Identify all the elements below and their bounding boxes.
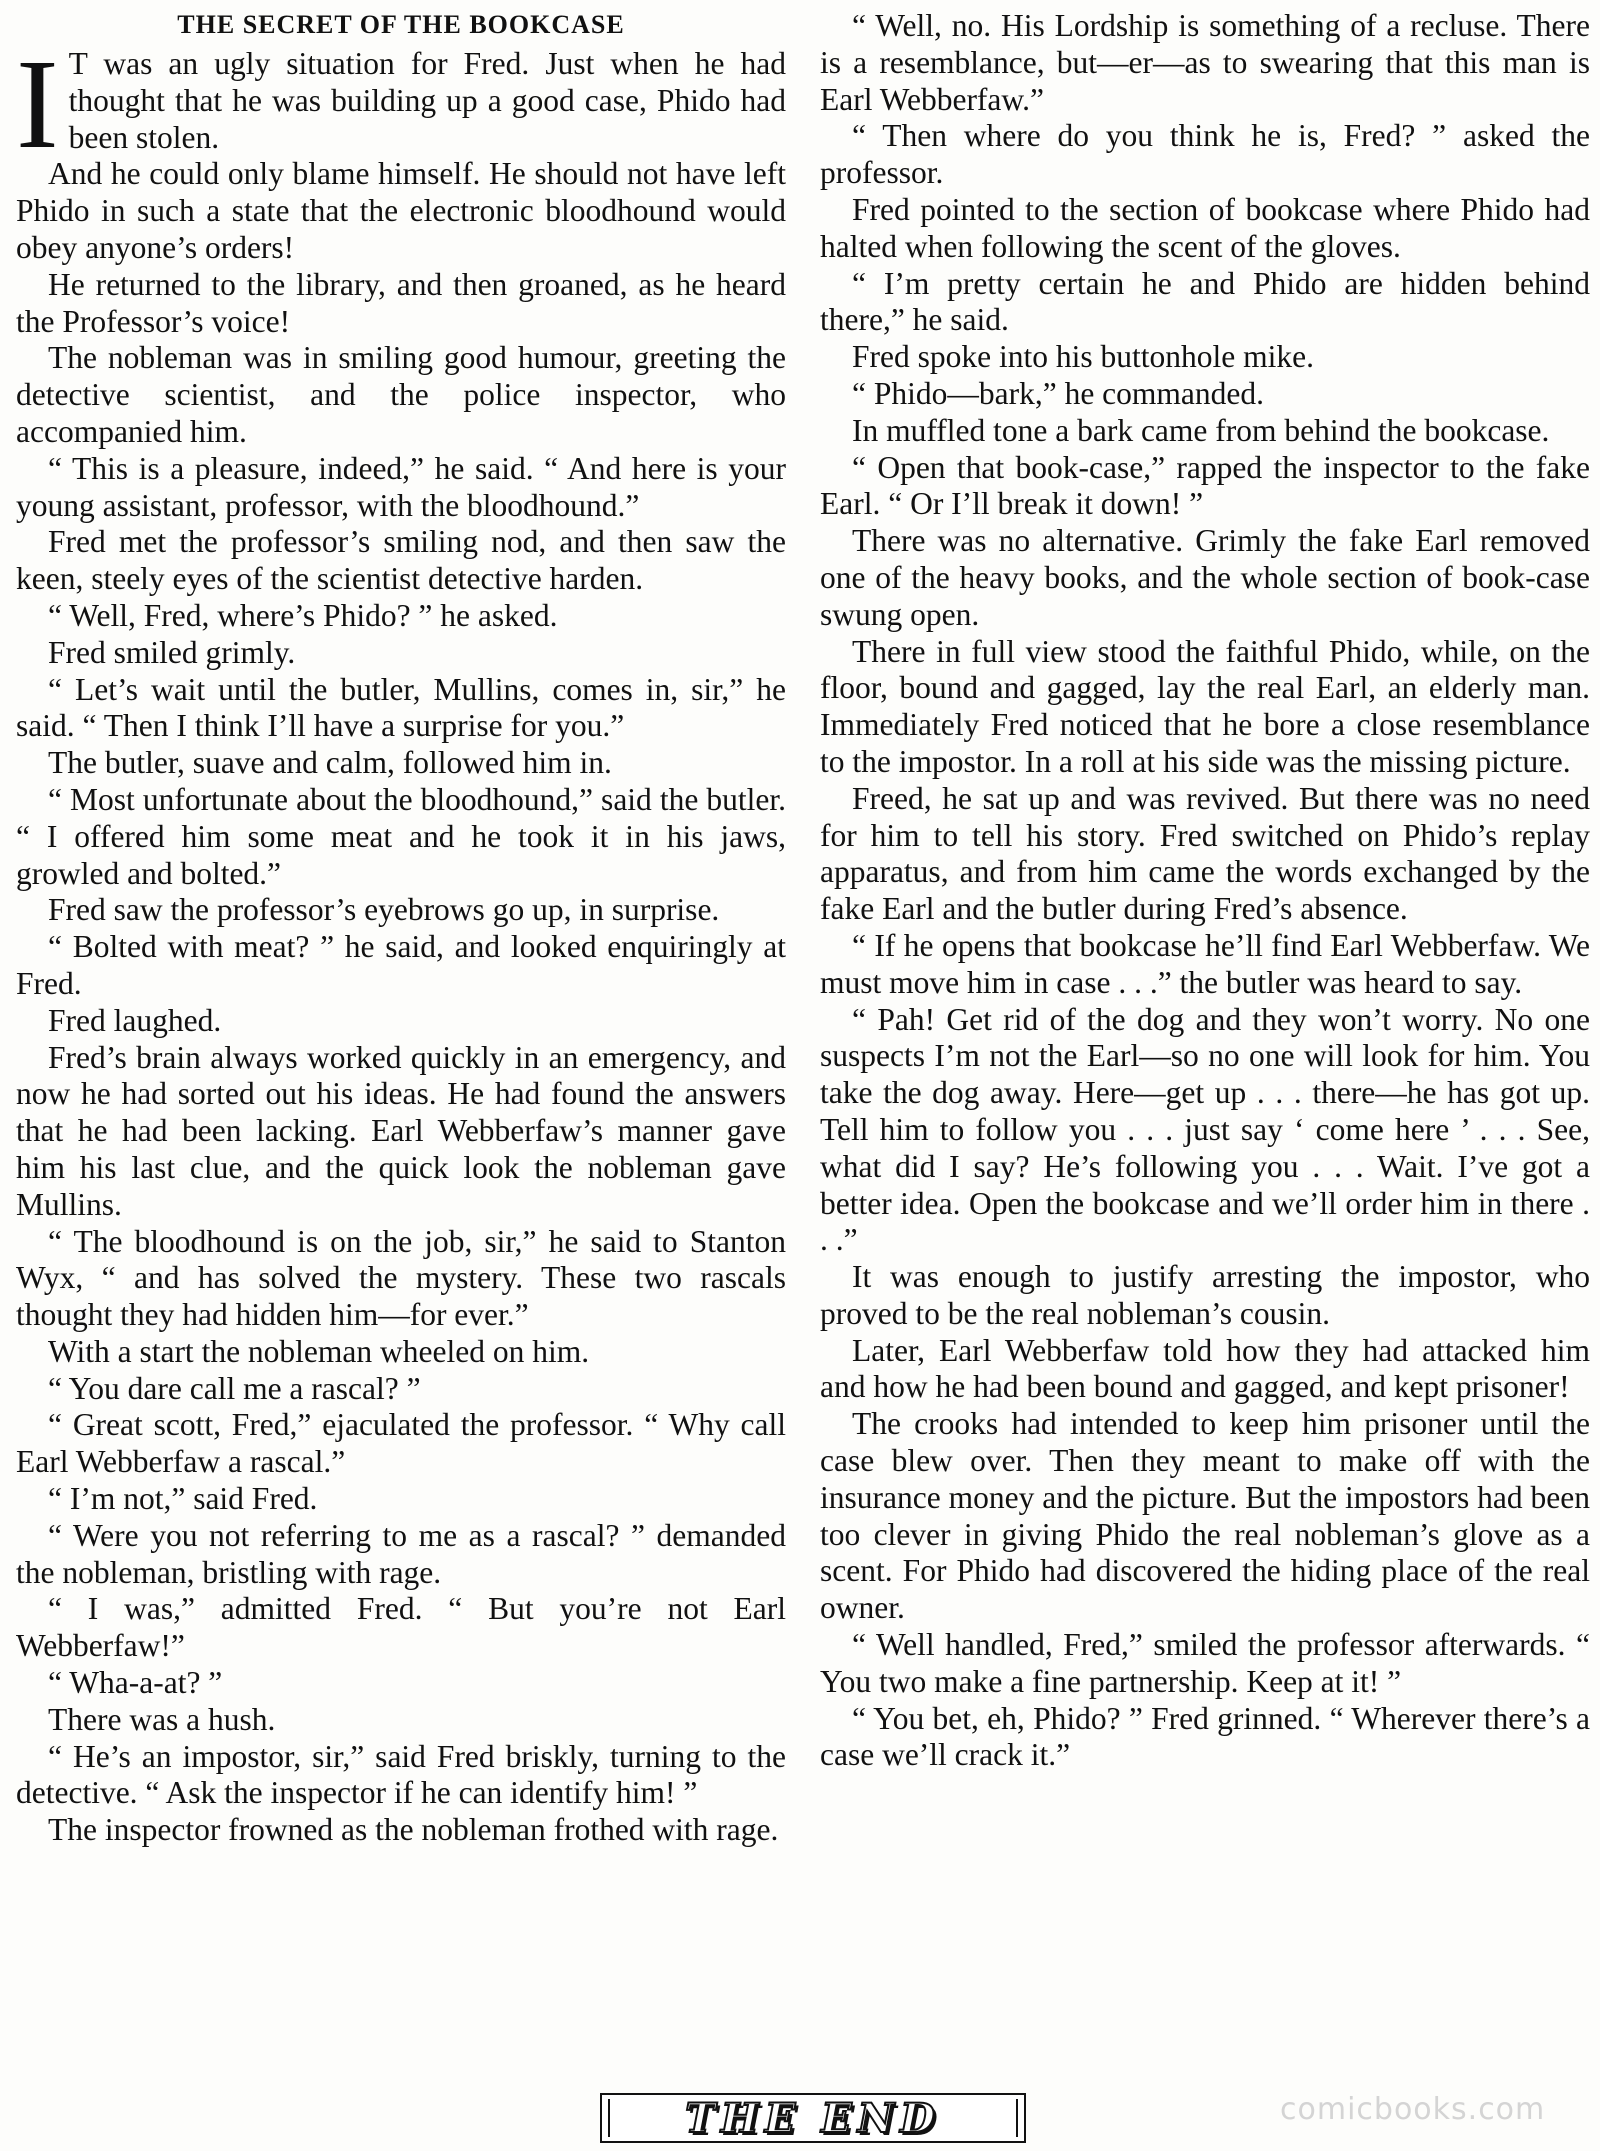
story-paragraph: It was enough to justify arresting the impostor, who proved to be the real nobleman’s cousin. — [820, 1259, 1590, 1331]
story-paragraph: “ You dare call me a rascal? ” — [48, 1370, 421, 1406]
story-paragraph — [16, 33, 786, 175]
right-column — [820, 8, 1590, 1774]
drop-cap-letter: I — [16, 33, 59, 175]
story-paragraph: Fred laughed. — [48, 1002, 222, 1038]
story-paragraph: “ Well, Fred, where’s Phido? ” he asked. — [48, 597, 558, 633]
story-paragraph: “ This is a pleasure, indeed,” he said. “ And here is your young assistant, professor, with the bloodhound.” — [16, 450, 786, 523]
story-paragraph: The butler, suave and calm, followed him in. — [48, 745, 612, 781]
story-paragraph: The nobleman was in smiling good humour, greeting the detective scientist, and the police inspector, who accompanied him. — [16, 340, 786, 449]
paragraph-text: T was an ugly situation for Fred. Just when he had thought that he was building up a good case, Phido had been stolen. — [68, 46, 786, 155]
right-paragraphs — [820, 8, 1590, 1774]
story-paragraph: Later, Earl Webberfaw told how they had attacked him and how he had been bound and gagged, and kept prisoner! — [820, 1332, 1590, 1405]
story-paragraph: He returned to the library, and then groaned, as he heard the Professor’s voice! — [16, 266, 786, 339]
story-paragraph: And he could only blame himself. He should not have left Phido in such a state that the electronic bloodhound would obey anyone’s orders! — [16, 156, 786, 265]
story-paragraph: “ Wha-a-at? ” — [48, 1665, 223, 1701]
story-paragraph: Fred pointed to the section of bookcase where Phido had halted when following the scent of the gloves. — [820, 191, 1590, 264]
story-paragraph: In muffled tone a bark came from behind the bookcase. — [852, 412, 1550, 448]
story-paragraph: “ I was,” admitted Fred. “ But you’re not Earl Webberfaw!” — [16, 1591, 786, 1664]
story-paragraph: Fred met the professor’s smiling nod, and then saw the keen, steely eyes of the scientist detective harden. — [16, 524, 786, 597]
story-paragraph: “ Great scott, Fred,” ejaculated the professor. “ Why call Earl Webberfaw a rascal.” — [16, 1407, 786, 1480]
story-paragraph: “ Open that book-case,” rapped the inspector to the fake Earl. “ Or I’ll break it down! ” — [820, 449, 1590, 522]
story-paragraph: “ The bloodhound is on the job, sir,” he said to Stanton Wyx, “ and has solved the mystery. These two rascals thought they had hidden him—for ever.” — [16, 1223, 786, 1333]
story-paragraph: Fred’s brain always worked quickly in an emergency, and now he had sorted out his ideas. He had found the answers that he had been lacking. Earl Webberfaw’s manner gave him his last clue, and the quick look the nobleman gave Mullins. — [16, 1039, 786, 1222]
story-paragraph: “ I’m not,” said Fred. — [48, 1481, 318, 1517]
the-end-label: THE END — [685, 2094, 941, 2142]
story-title: THE SECRET OF THE BOOKCASE — [177, 10, 625, 39]
story-paragraph: Fred saw the professor’s eyebrows go up, in surprise. — [48, 892, 720, 928]
the-end-banner — [600, 2093, 1026, 2143]
story-paragraph: “ Then where do you think he is, Fred? ” asked the professor. — [820, 118, 1590, 191]
story-paragraph: “ Pah! Get rid of the dog and they won’t worry. No one suspects I’m not the Earl—so no one will look for him. You take the dog away. Here—get up . . . there—he has got up. Tell him to follow you . . . just say ‘ come here ’ . . . See, what did I say? He’s following you . . . Wait. I’ve got a better idea. Open the bookcase and we’ll order him in there . . .” — [820, 1001, 1590, 1258]
left-column — [16, 8, 786, 1849]
story-paragraph: Fred spoke into his buttonhole mike. — [852, 339, 1314, 375]
story-paragraph: There in full view stood the faithful Phido, while, on the floor, bound and gagged, lay the real Earl, an elderly man. Immediately Fred noticed that he bore a close resemblance to the impostor. In a roll at his side was the missing picture. — [820, 633, 1590, 779]
story-paragraph: The crooks had intended to keep him prisoner until the case blew over. Then they meant to make off with the insurance money and the picture. But the impostors had been too clever in giving Phido the real nobleman’s glove as a scent. For Phido had discovered the hiding place of the real owner. — [820, 1406, 1590, 1626]
story-paragraph: “ Bolted with meat? ” he said, and looked enquiringly at Fred. — [16, 929, 786, 1001]
story-paragraph: “ Were you not referring to me as a rascal? ” demanded the nobleman, bristling with rage. — [16, 1517, 786, 1590]
left-paragraphs — [16, 33, 786, 1849]
story-paragraph: The inspector frowned as the nobleman frothed with rage. — [48, 1812, 779, 1848]
story-paragraph: There was no alternative. Grimly the fake Earl removed one of the heavy books, and the whole section of book-case swung open. — [820, 523, 1590, 632]
story-paragraph: “ Let’s wait until the butler, Mullins, comes in, sir,” he said. “ Then I think I’ll have a surprise for you.” — [16, 671, 786, 744]
story-paragraph: “ He’s an impostor, sir,” said Fred briskly, turning to the detective. “ Ask the inspector if he can identify him! ” — [16, 1738, 786, 1811]
story-paragraph: “ If he opens that bookcase he’ll find Earl Webberfaw. We must move him in case . . .” the butler was heard to say. — [820, 927, 1590, 1000]
story-paragraph: There was a hush. — [48, 1701, 276, 1737]
story-paragraph: “ Most unfortunate about the bloodhound,” said the butler. “ I offered him some meat and he took it in his jaws, growled and bolted.” — [16, 781, 786, 891]
story-paragraph: “ I’m pretty certain he and Phido are hidden behind there,” he said. — [820, 265, 1590, 338]
story-paragraph: “ You bet, eh, Phido? ” Fred grinned. “ Wherever there’s a case we’ll crack it.” — [820, 1700, 1590, 1773]
story-paragraph: “ Phido—bark,” he commanded. — [852, 375, 1265, 411]
story-paragraph: With a start the nobleman wheeled on him. — [48, 1333, 590, 1369]
site-watermark: comicbooks.com — [1280, 2092, 1546, 2127]
story-paragraph: Freed, he sat up and was revived. But there was no need for him to tell his story. Fred switched on Phido’s replay apparatus, and from him came the words exchanged by the fake Earl and the butler during Fred’s absence. — [820, 780, 1590, 927]
story-paragraph: Fred smiled grimly. — [48, 634, 296, 670]
story-paragraph: “ Well, no. His Lordship is something of a recluse. There is a resemblance, but—er—as to swearing that this man is Earl Webberfaw.” — [820, 8, 1590, 117]
story-paragraph: “ Well handled, Fred,” smiled the professor afterwards. “ You two make a fine partnership. Keep at it! ” — [820, 1627, 1590, 1699]
